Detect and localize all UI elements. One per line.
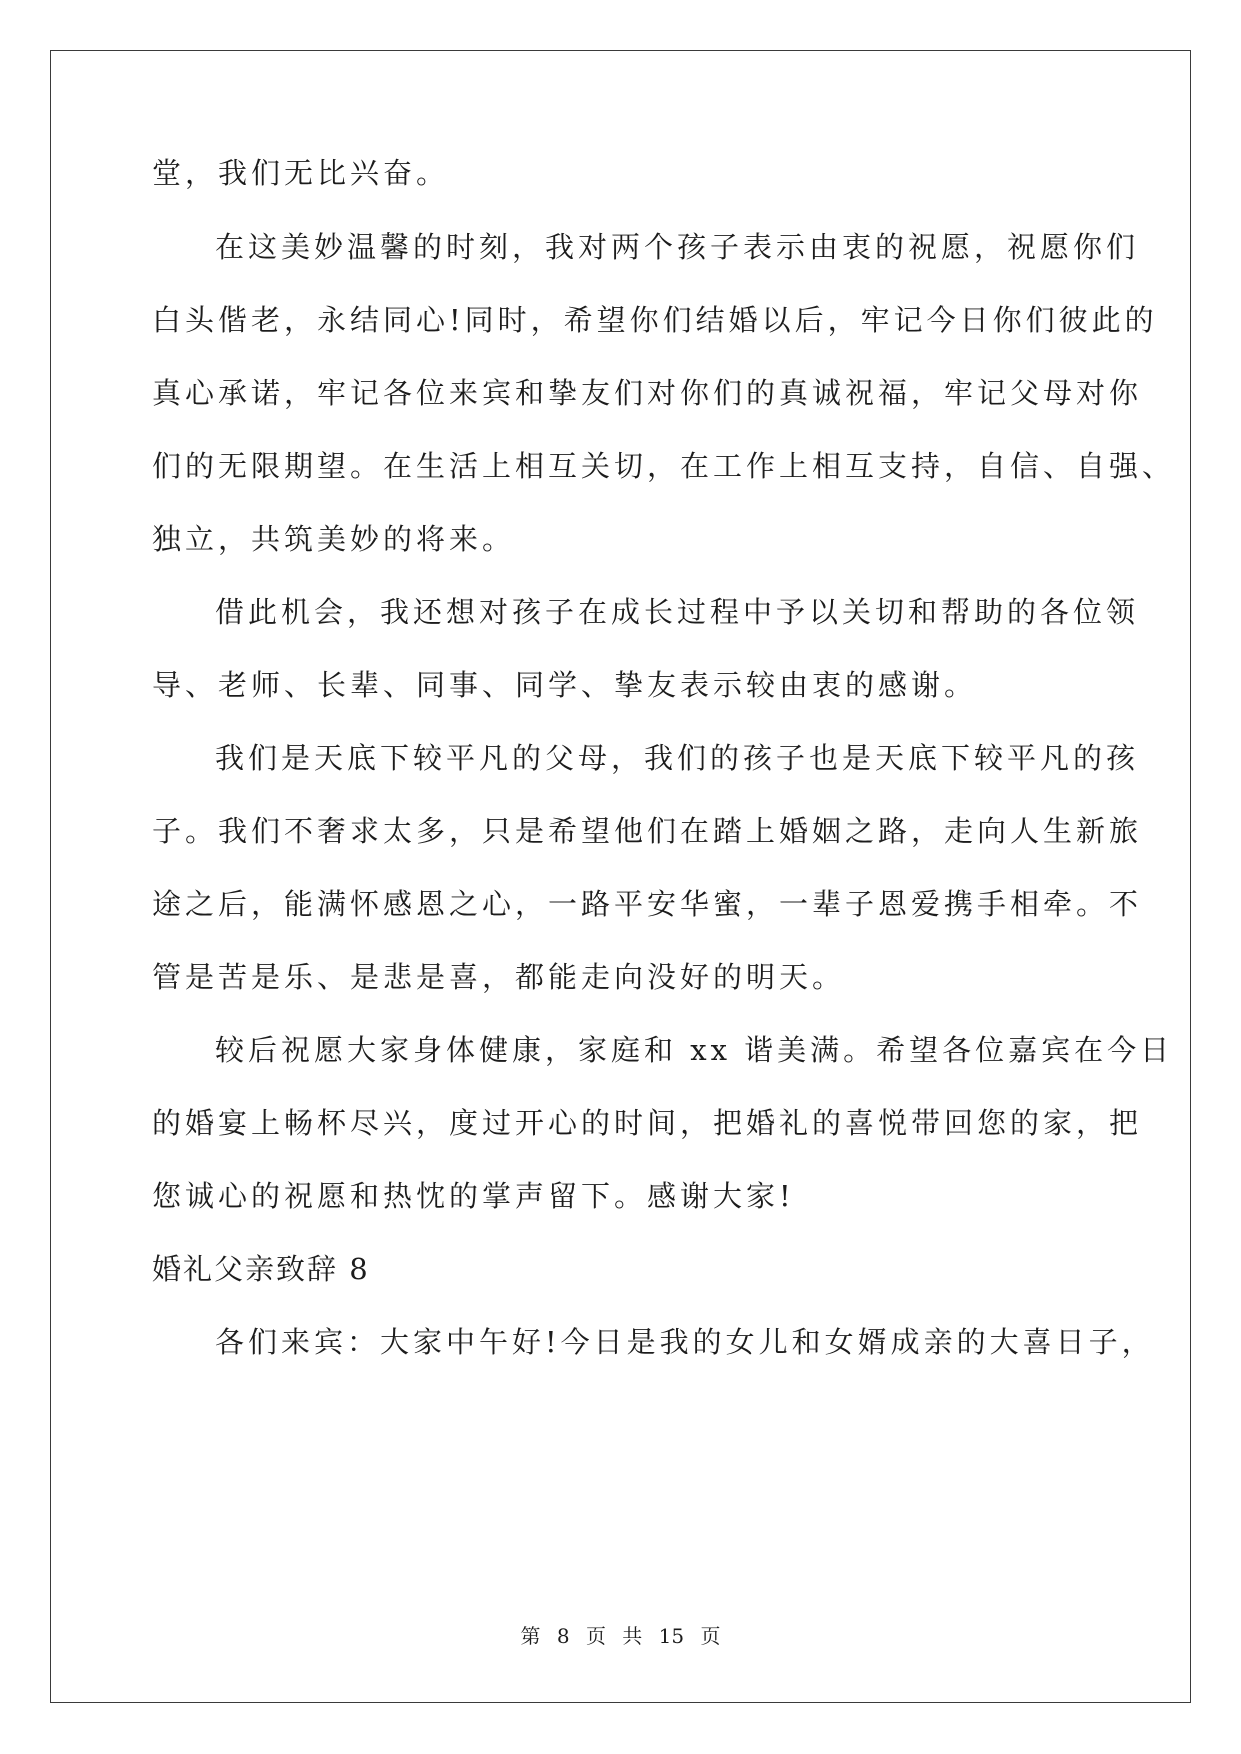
text-line: 途之后，能满怀感恩之心，一路平安华蜜，一辈子恩爱携手相牵。不 <box>152 887 1143 921</box>
text-line: 堂，我们无比兴奋。 <box>152 156 450 190</box>
page-border <box>50 50 1191 1703</box>
paragraph-start-line: 较后祝愿大家身体健康，家庭和 xx 谐美满。希望各位嘉宾在今日 <box>215 1033 1174 1067</box>
page-number-footer: 第 8 页 共 15 页 <box>520 1624 721 1648</box>
text-line: 管是苦是乐、是悲是喜，都能走向没好的明天。 <box>152 960 846 994</box>
section-heading: 婚礼父亲致辞 8 <box>152 1252 370 1286</box>
paragraph-start-line: 在这美妙温馨的时刻，我对两个孩子表示由衷的祝愿，祝愿你们 <box>215 230 1140 264</box>
text-line: 的婚宴上畅杯尽兴，度过开心的时间，把婚礼的喜悦带回您的家，把 <box>152 1106 1143 1140</box>
paragraph-start-line: 借此机会，我还想对孩子在成长过程中予以关切和帮助的各位领 <box>215 595 1140 629</box>
paragraph-start-line: 我们是天底下较平凡的父母，我们的孩子也是天底下较平凡的孩 <box>215 741 1140 775</box>
text-line: 您诚心的祝愿和热忱的掌声留下。感谢大家! <box>152 1179 795 1213</box>
text-line: 白头偕老，永结同心!同时，希望你们结婚以后，牢记今日你们彼此的 <box>152 303 1158 337</box>
text-line: 独立，共筑美妙的将来。 <box>152 522 516 556</box>
text-line: 们的无限期望。在生活上相互关切，在工作上相互支持，自信、自强、 <box>152 449 1176 483</box>
text-line: 导、老师、长辈、同事、同学、挚友表示较由衷的感谢。 <box>152 668 978 702</box>
paragraph-start-line: 各们来宾：大家中午好!今日是我的女儿和女婿成亲的大喜日子， <box>215 1325 1155 1359</box>
text-line: 子。我们不奢求太多，只是希望他们在踏上婚姻之路，走向人生新旅 <box>152 814 1143 848</box>
text-line: 真心承诺，牢记各位来宾和挚友们对你们的真诚祝福，牢记父母对你 <box>152 376 1143 410</box>
